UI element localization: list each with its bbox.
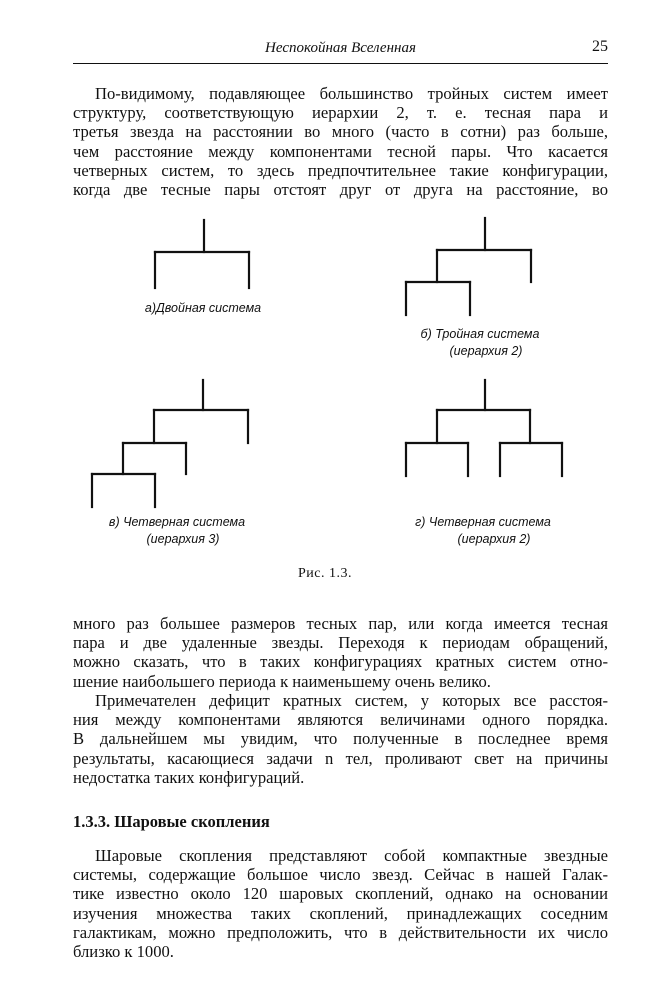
paragraph-line: В дальнейшем мы увидим, что полученные в последнее время <box>73 729 608 749</box>
paragraph-line: галактикам, можно предположить, что в действительности их число <box>73 922 608 942</box>
paragraph-line: третья звезда на расстоянии во много (часто в сотни) раз больше, <box>73 122 608 142</box>
paragraph-line: системы, содержащие большое число звезд. Сейчас в нашей Галак- <box>73 865 608 885</box>
label-quadruple-3-hierarchy: (иерархия 3) <box>146 532 220 546</box>
paragraph-line: шение наибольшего периода к наименьшему очень велико. <box>73 671 491 691</box>
paragraph-line: можно сказать, что в таких конфигурациях кратных систем отно- <box>73 652 608 672</box>
label-triple: б) Тройная система <box>420 327 540 341</box>
paragraph-line: тике известно около 120 шаровых скоплений, однако на основании <box>73 884 608 904</box>
quadruple-hierarchy2-diagram <box>406 380 562 476</box>
paragraph-2 <box>73 614 608 691</box>
binary-system-diagram <box>155 220 249 288</box>
paragraph-line: Примечателен дефицит кратных систем, у которых все расстоя- <box>95 691 608 710</box>
paragraph-line: много раз большее размеров тесных пар, или когда имеется тесная <box>73 614 608 633</box>
paragraph-line: четверных систем, то здесь предпочтительнее такие конфигурации, <box>73 160 608 180</box>
page-number: 25 <box>592 38 608 55</box>
running-header <box>73 38 608 62</box>
paragraph-line: результаты, касающиеся задачи n тел, проливают свет на причины <box>73 748 608 768</box>
label-quadruple-2-hierarchy: (иерархия 2) <box>457 532 531 546</box>
triple-system-diagram <box>406 218 531 315</box>
paragraph-line: недостатка таких конфигураций. <box>73 767 305 787</box>
label-quadruple-2: г) Четверная система <box>415 515 551 529</box>
label-quadruple-3: в) Четверная система <box>108 515 246 529</box>
label-triple-hierarchy: (иерархия 2) <box>449 344 523 358</box>
label-binary: а)Двойная система <box>144 301 262 315</box>
paragraph-3 <box>73 691 608 787</box>
paragraph-line: чем расстояние между компонентами тесной пары. Что касается <box>73 141 608 161</box>
paragraph-line: близко к 1000. <box>73 942 174 962</box>
paragraph-line: ния между компонентами являются величинами одного порядка. <box>73 710 608 730</box>
hierarchy-figure <box>73 210 577 560</box>
paragraph-line: Шаровые скопления представляют собой компактные звездные <box>95 846 608 865</box>
header-rule <box>73 63 608 64</box>
paragraph-line: когда две тесные пары отстоят друг от друга на расстояние, во <box>73 180 608 200</box>
paragraph-line: пара и две удаленные звезды. Переходя к периодам обращений, <box>73 633 608 653</box>
paragraph-line: изучения множества таких скоплений, принадлежащих соседним <box>73 903 608 923</box>
paragraph-1 <box>73 84 608 199</box>
paragraph-4 <box>73 846 608 961</box>
figure-caption: Рис. 1.3. <box>298 566 352 581</box>
section-heading: 1.3.3. Шаровые скопления <box>73 812 270 831</box>
quadruple-hierarchy3-diagram <box>92 380 248 507</box>
paragraph-line: По-видимому, подавляющее большинство тройных систем имеет <box>95 84 608 103</box>
paragraph-line: структуру, соответствующую иерархии 2, т. е. тесная пара и <box>73 103 608 123</box>
running-title: Неспокойная Вселенная <box>265 40 416 56</box>
